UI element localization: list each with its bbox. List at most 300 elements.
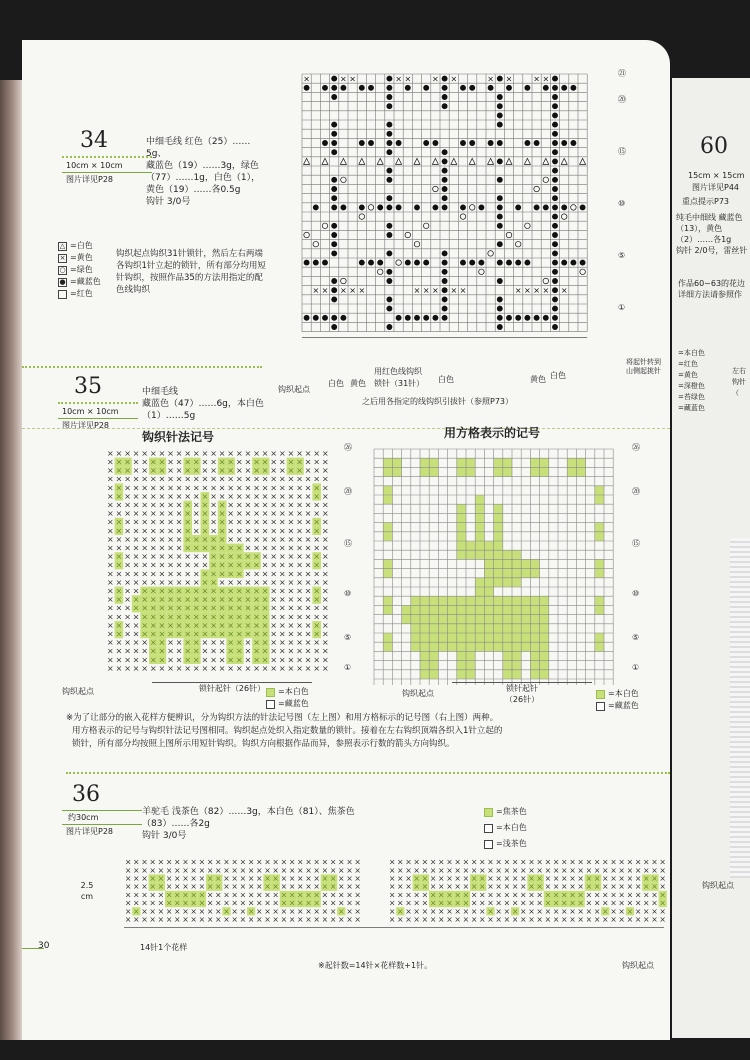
- pattern-cell: [429, 642, 438, 651]
- stitch-symbol: ×: [354, 890, 361, 900]
- stitch-symbol: ×: [253, 533, 260, 544]
- green-square-icon: [484, 808, 493, 817]
- dot-stitch: [497, 195, 503, 201]
- stitch-symbol: ×: [577, 914, 584, 924]
- stitch-symbol: ×: [643, 914, 650, 924]
- stitch-symbol: ×: [270, 482, 278, 493]
- stitch-symbol: ×: [321, 602, 329, 613]
- pattern-cell: [494, 458, 503, 467]
- stitch-symbol: ×: [132, 482, 140, 493]
- stitch-symbol: ×: [304, 619, 312, 630]
- stitch-symbol: ×: [305, 882, 312, 892]
- dot-stitch: [442, 94, 448, 100]
- dot-stitch: [423, 315, 429, 321]
- stitch-symbol: ×: [253, 490, 260, 501]
- stitch-symbol: ×: [215, 865, 222, 875]
- stitch-symbol: ×: [149, 559, 157, 570]
- stitch-symbol: ×: [618, 882, 625, 892]
- pattern-cell: [457, 642, 466, 651]
- stitch-symbol: ×: [278, 662, 286, 673]
- stitch-symbol: ×: [235, 465, 243, 476]
- stitch-symbol: ×: [585, 882, 593, 892]
- stitch-symbol: ×: [338, 906, 345, 916]
- stitch-symbol: ×: [210, 482, 217, 493]
- stitch-symbol: ×: [175, 628, 183, 639]
- pattern-cell: [392, 467, 401, 476]
- pattern-cell: [411, 596, 420, 605]
- stitch-symbol: ×: [313, 906, 320, 916]
- chart-35-stitch-grid: [84, 445, 342, 685]
- stitch-symbol: ×: [141, 914, 148, 924]
- stitch-symbol: ×: [544, 882, 552, 892]
- circle-stitch: [313, 241, 319, 247]
- stitch-symbol: ×: [264, 857, 271, 867]
- stitch-symbol: ×: [313, 628, 321, 639]
- pattern-cell: [484, 615, 493, 624]
- pattern-cell: [475, 596, 484, 605]
- pattern-cell: [438, 605, 447, 614]
- stitch-symbol: ×: [184, 585, 192, 596]
- dot-stitch: [469, 140, 475, 146]
- stitch-symbol: ×: [261, 551, 269, 562]
- legend-item: × =黄色: [59, 253, 93, 262]
- circle-stitch: [543, 177, 549, 183]
- stitch-symbol: ×: [256, 857, 263, 867]
- stitch-symbol: ×: [106, 602, 114, 613]
- stitch-symbol: ×: [536, 857, 543, 867]
- stitch-symbol: ×: [106, 611, 114, 622]
- pattern-cell: [448, 624, 457, 633]
- stitch-symbol: ×: [253, 628, 260, 639]
- stitch-symbol: ×: [270, 594, 278, 605]
- stitch-symbol: ×: [454, 898, 461, 908]
- left-chain-label: 锁针起针（26针）: [152, 682, 312, 694]
- stitch-symbol: ×: [201, 619, 209, 630]
- pattern-cell: [521, 596, 530, 605]
- stitch-symbol: ×: [132, 619, 140, 630]
- stitch-symbol: ×: [244, 585, 252, 596]
- stitch-symbol: ×: [115, 542, 123, 553]
- stitch-symbol: ×: [304, 499, 312, 510]
- stitch-symbol: ×: [429, 906, 437, 916]
- stitch-symbol: ×: [141, 525, 149, 536]
- pattern-cell: [466, 458, 475, 467]
- stitch-symbol: ×: [634, 882, 642, 892]
- pattern-cell: [530, 642, 539, 651]
- pattern-cell: [540, 642, 549, 651]
- blank-square-icon: [58, 290, 67, 299]
- stitch-symbol: ×: [296, 654, 303, 665]
- stitch-symbol: ×: [264, 906, 271, 916]
- stitch-symbol: ×: [149, 542, 157, 553]
- stitch-symbol: ×: [446, 890, 453, 900]
- stitch-symbol: ×: [487, 882, 494, 892]
- cross-stitch: ×: [450, 74, 458, 84]
- stitch-symbol: ×: [192, 490, 200, 501]
- stitch-symbol: ×: [405, 906, 412, 916]
- stitch-symbol: ×: [321, 898, 329, 908]
- stitch-symbol: ×: [167, 611, 174, 622]
- pattern-cell: [494, 504, 503, 513]
- pattern-cell: [475, 633, 484, 642]
- dot-stitch: [552, 223, 558, 229]
- stitch-symbol: ×: [256, 914, 263, 924]
- stitch-symbol: ×: [272, 857, 279, 867]
- stitch-symbol: ×: [577, 906, 584, 916]
- dot-stitch: [359, 140, 365, 146]
- stitch-symbol: ×: [227, 508, 235, 519]
- dot-stitch: [331, 85, 337, 91]
- stitch-symbol: ×: [167, 628, 174, 639]
- stitch-symbol: ×: [106, 490, 114, 501]
- stitch-symbol: ×: [210, 508, 217, 519]
- pattern-cell: [475, 642, 484, 651]
- stitch-symbol: ×: [321, 662, 329, 673]
- project-34-note: 钩织起点钩织31针锁针，然后左右两端 各钩织1针立起的锁针，所有部分均用短 针钩织，按照作品35的方法用指定的配 色线钩织: [116, 249, 266, 295]
- pattern-cell: [540, 596, 549, 605]
- stitch-symbol: ×: [201, 490, 209, 501]
- stitch-symbol: ×: [536, 898, 543, 908]
- stitch-symbol: ×: [141, 865, 148, 875]
- stitch-symbol: ×: [115, 611, 123, 622]
- stitch-symbol: ×: [313, 490, 321, 501]
- stitch-symbol: ×: [296, 533, 303, 544]
- stitch-symbol: ×: [210, 568, 217, 579]
- stitch-symbol: ×: [495, 914, 502, 924]
- stitch-symbol: ×: [149, 898, 156, 908]
- stitch-symbol: ×: [346, 873, 353, 883]
- stitch-symbol: ×: [397, 890, 404, 900]
- project-60-legend: =本白色 =红色 =黄色 =深橙色 =苔绿色 =藏蓝色: [678, 349, 705, 412]
- stitch-symbol: ×: [503, 857, 511, 867]
- color-label: 黄色: [530, 375, 546, 384]
- stitch-symbol: ×: [270, 508, 278, 519]
- cross-stitch: ×: [542, 74, 550, 84]
- pattern-cell: [595, 532, 604, 541]
- stitch-symbol: ×: [479, 865, 486, 875]
- stitch-symbol: ×: [520, 914, 527, 924]
- stitch-symbol: ×: [223, 857, 230, 867]
- pattern-cell: [383, 559, 392, 568]
- project-36-number: 36: [72, 782, 100, 807]
- stitch-symbol: ×: [313, 447, 321, 458]
- stitch-symbol: ×: [190, 882, 197, 892]
- pattern-cell: [438, 633, 447, 642]
- stitch-symbol: ×: [313, 551, 321, 562]
- stitch-symbol: ×: [175, 602, 183, 613]
- stitch-symbol: ×: [610, 914, 617, 924]
- stitch-symbol: ×: [141, 898, 148, 908]
- stitch-symbol: ×: [321, 585, 329, 596]
- dot-stitch: [331, 324, 337, 330]
- project-60-side: 左右 钩针 （: [732, 367, 746, 397]
- stitch-symbol: ×: [158, 542, 166, 553]
- stitch-symbol: ×: [405, 898, 412, 908]
- legend-item: =藏蓝色: [596, 700, 639, 712]
- pattern-cell: [494, 569, 503, 578]
- stitch-symbol: ×: [264, 898, 271, 908]
- stitch-symbol: ×: [479, 906, 486, 916]
- stitch-symbol: ×: [106, 654, 114, 665]
- stitch-symbol: ×: [388, 906, 396, 916]
- pattern-cell: [484, 624, 493, 633]
- stitch-symbol: ×: [321, 857, 329, 867]
- dot-stitch: [331, 250, 337, 256]
- stitch-symbol: ×: [278, 525, 286, 536]
- pattern-cell: [475, 550, 484, 559]
- stitch-symbol: ×: [569, 882, 576, 892]
- stitch-symbol: ×: [239, 873, 247, 883]
- stitch-symbol: ×: [585, 898, 593, 908]
- stitch-symbol: ×: [124, 637, 131, 648]
- pattern-cell: [503, 615, 512, 624]
- stitch-symbol: ×: [296, 551, 303, 562]
- stitch-symbol: ×: [495, 865, 502, 875]
- stitch-symbol: ×: [167, 654, 174, 665]
- stitch-symbol: ×: [593, 914, 601, 924]
- stitch-symbol: ×: [569, 857, 576, 867]
- stitch-symbol: ×: [184, 447, 192, 458]
- stitch-symbol: ×: [304, 482, 312, 493]
- stitch-symbol: ×: [261, 611, 269, 622]
- stitch-symbol: ×: [304, 473, 312, 484]
- pattern-cell: [503, 569, 512, 578]
- stitch-symbol: ×: [272, 873, 279, 883]
- stitch-symbol: ×: [287, 619, 295, 630]
- stitch-symbol: ×: [244, 516, 252, 527]
- stitch-symbol: ×: [184, 662, 192, 673]
- stitch-symbol: ×: [190, 865, 197, 875]
- stitch-symbol: ×: [149, 602, 157, 613]
- project-34-number: 34: [80, 128, 108, 153]
- stitch-symbol: ×: [278, 465, 286, 476]
- stitch-symbol: ×: [158, 516, 166, 527]
- stitch-symbol: ×: [313, 542, 321, 553]
- dot-stitch: [561, 85, 567, 91]
- stitch-symbol: ×: [231, 857, 238, 867]
- dot-stitch: [552, 149, 558, 155]
- stitch-symbol: ×: [227, 662, 235, 673]
- stitch-symbol: ×: [192, 619, 200, 630]
- stitch-symbol: ×: [552, 865, 560, 875]
- stitch-symbol: ×: [124, 906, 132, 916]
- stitch-symbol: ×: [304, 542, 312, 553]
- circle-stitch: [469, 205, 475, 211]
- stitch-symbol: ×: [175, 482, 183, 493]
- triangle-stitch: [304, 158, 310, 164]
- stitch-symbol: ×: [201, 602, 209, 613]
- cross-stitch: ×: [321, 286, 329, 296]
- stitch-symbol: ×: [651, 890, 658, 900]
- pattern-cell: [494, 523, 503, 532]
- stitch-symbol: ×: [124, 873, 132, 883]
- dot-stitch: [386, 76, 392, 82]
- stitch-symbol: ×: [198, 873, 206, 883]
- dot-stitch: [386, 250, 392, 256]
- stitch-symbol: ×: [261, 654, 269, 665]
- pattern-cell: [448, 596, 457, 605]
- stitch-symbol: ×: [253, 654, 260, 665]
- stitch-symbol: ×: [528, 906, 535, 916]
- stitch-symbol: ×: [610, 890, 617, 900]
- dot-stitch: [304, 85, 310, 91]
- triangle-stitch: [561, 158, 567, 164]
- stitch-symbol: ×: [132, 465, 140, 476]
- stitch-symbol: ×: [227, 525, 235, 536]
- cross-square-icon: [484, 840, 493, 849]
- stitch-symbol: ×: [235, 611, 243, 622]
- stitch-symbol: ×: [184, 525, 192, 536]
- stitch-symbol: ×: [470, 882, 478, 892]
- stitch-symbol: ×: [218, 516, 226, 527]
- stitch-symbol: ×: [215, 873, 222, 883]
- stitch-symbol: ×: [184, 542, 192, 553]
- circle-stitch: [341, 278, 347, 284]
- stitch-symbol: ×: [124, 551, 131, 562]
- stitch-symbol: ×: [158, 551, 166, 562]
- stitch-symbol: ×: [124, 456, 131, 467]
- stitch-symbol: ×: [141, 882, 148, 892]
- stitch-symbol: ×: [561, 857, 568, 867]
- stitch-symbol: ×: [296, 568, 303, 579]
- stitch-symbol: ×: [321, 611, 329, 622]
- stitch-symbol: ×: [175, 645, 183, 656]
- project-34-ref: 图片详见P28: [66, 175, 114, 184]
- stitch-symbol: ×: [313, 594, 321, 605]
- circle-stitch: [515, 241, 521, 247]
- dot-stitch: [377, 204, 383, 210]
- chart-35-square-grid: [370, 445, 624, 685]
- dot-stitch: [552, 287, 558, 293]
- pattern-cell: [466, 642, 475, 651]
- stitch-symbol: ×: [201, 482, 209, 493]
- stitch-symbol: ×: [659, 857, 666, 867]
- circle-stitch: [580, 269, 586, 275]
- stitch-symbol: ×: [651, 865, 658, 875]
- stitch-symbol: ×: [313, 499, 321, 510]
- stitch-symbol: ×: [270, 602, 278, 613]
- stitch-symbol: ×: [149, 508, 157, 519]
- stitch-symbol: ×: [149, 482, 157, 493]
- stitch-symbol: ×: [227, 602, 235, 613]
- right-start-label: 钩织起点: [402, 689, 434, 698]
- dot-stitch: [442, 296, 448, 302]
- stitch-symbol: ×: [201, 637, 209, 648]
- stitch-symbol: ×: [227, 645, 235, 656]
- triangle-stitch: [524, 158, 530, 164]
- stitch-symbol: ×: [256, 898, 263, 908]
- green-square-icon: [266, 688, 275, 697]
- stitch-symbol: ×: [184, 473, 192, 484]
- project-36-size: 约30cm: [68, 813, 99, 822]
- stitch-symbol: ×: [106, 465, 114, 476]
- dot-stitch: [322, 85, 328, 91]
- legend-item: =本白色: [596, 688, 639, 700]
- stitch-symbol: ×: [313, 882, 320, 892]
- stitch-symbol: ×: [253, 602, 260, 613]
- stitch-symbol: ×: [210, 628, 217, 639]
- stitch-symbol: ×: [313, 525, 321, 536]
- dot-stitch: [386, 306, 392, 312]
- stitch-symbol: ×: [218, 499, 226, 510]
- stitch-symbol: ×: [569, 865, 576, 875]
- dot-stitch: [497, 296, 503, 302]
- stitch-symbol: ×: [397, 882, 404, 892]
- stitch-symbol: ×: [132, 628, 140, 639]
- stitch-symbol: ×: [288, 914, 296, 924]
- stitch-symbol: ×: [270, 447, 278, 458]
- dot-stitch: [368, 140, 374, 146]
- circle-stitch: [525, 223, 531, 229]
- stitch-symbol: ×: [454, 865, 461, 875]
- stitch-symbol: ×: [218, 490, 226, 501]
- stitch-symbol: ×: [115, 465, 123, 476]
- pattern-cell: [521, 624, 530, 633]
- stitch-symbol: ×: [106, 576, 114, 587]
- stitch-symbol: ×: [253, 516, 260, 527]
- stitch-symbol: ×: [438, 857, 445, 867]
- stitch-symbol: ×: [321, 508, 329, 519]
- stitch-symbol: ×: [304, 568, 312, 579]
- stitch-symbol: ×: [270, 645, 278, 656]
- stitch-symbol: ×: [124, 857, 132, 867]
- stitch-symbol: ×: [321, 637, 329, 648]
- dot-stitch: [423, 140, 429, 146]
- stitch-symbol: ×: [133, 865, 140, 875]
- stitch-symbol: ×: [132, 559, 140, 570]
- stitch-symbol: ×: [651, 906, 658, 916]
- stitch-symbol: ×: [175, 637, 183, 648]
- stitch-symbol: ×: [261, 516, 269, 527]
- stitch-symbol: ×: [272, 906, 279, 916]
- color-label: 黄色: [350, 379, 366, 388]
- dot-stitch: [497, 324, 503, 330]
- stitch-symbol: ×: [244, 611, 252, 622]
- stitch-symbol: ×: [141, 456, 149, 467]
- pattern-cell: [503, 642, 512, 651]
- stitch-symbol: ×: [270, 456, 278, 467]
- stitch-symbol: ×: [231, 865, 238, 875]
- pattern-cell: [429, 615, 438, 624]
- partial-chart: [730, 538, 750, 878]
- stitch-symbol: ×: [174, 873, 181, 883]
- stitch-symbol: ×: [253, 611, 260, 622]
- stitch-symbol: ×: [253, 637, 260, 648]
- row-marker: ①: [618, 303, 626, 312]
- stitch-symbol: ×: [124, 882, 132, 892]
- stitch-symbol: ×: [106, 619, 114, 630]
- circle-stitch: [433, 186, 439, 192]
- stitch-symbol: ×: [346, 906, 353, 916]
- stitch-symbol: ×: [201, 456, 209, 467]
- stitch-symbol: ×: [280, 914, 288, 924]
- stitch-symbol: ×: [287, 662, 295, 673]
- dot-stitch: [442, 158, 448, 164]
- row-marker: ⑩: [344, 589, 352, 598]
- row-marker: ㉖: [344, 443, 352, 452]
- stitch-symbol: ×: [184, 551, 192, 562]
- dot-stitch: [515, 315, 521, 321]
- dot-stitch: [442, 195, 448, 201]
- pattern-cell: [383, 523, 392, 532]
- pattern-cell: [420, 458, 429, 467]
- stitch-symbol: ×: [192, 628, 200, 639]
- stitch-symbol: ×: [175, 568, 183, 579]
- dot-stitch: [386, 204, 392, 210]
- dot-stitch: [497, 241, 503, 247]
- stitch-symbol: ×: [115, 662, 123, 673]
- stitch-symbol: ×: [287, 551, 295, 562]
